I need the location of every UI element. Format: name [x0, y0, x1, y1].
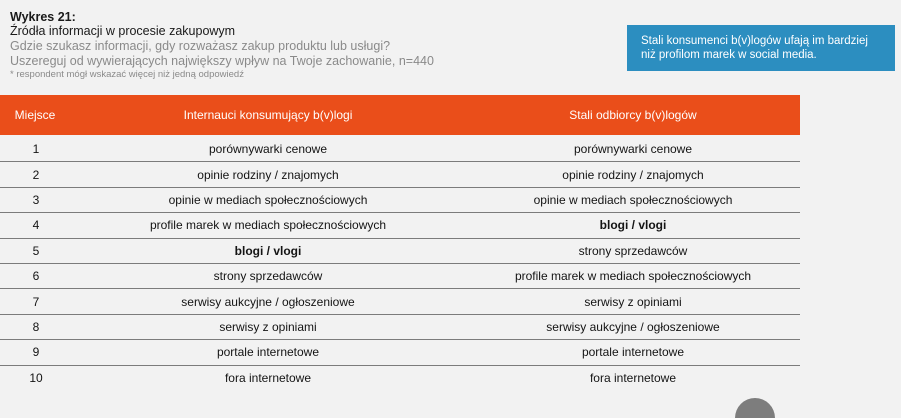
chart-header	[10, 10, 610, 80]
internauts-cell: fora internetowe	[224, 371, 312, 386]
table-row	[0, 340, 800, 365]
regular-readers-cell: profile marek w mediach społecznościowych	[514, 269, 752, 284]
table-header	[0, 95, 800, 135]
regular-readers-cell: serwisy z opiniami	[584, 294, 682, 309]
internauts-cell: opinie w mediach społecznościowych	[168, 192, 368, 207]
column-header-internauts: Internauci konsumujący b(v)logi	[183, 108, 353, 122]
regular-readers-cell: strony sprzedawców	[578, 243, 688, 258]
internauts-cell: strony sprzedawców	[213, 269, 323, 284]
place-cell: 9	[32, 345, 40, 360]
column-header-place: Miejsce	[14, 108, 56, 122]
ranking-table	[0, 95, 800, 135]
regular-readers-cell: portale internetowe	[581, 345, 685, 360]
table-row	[0, 239, 800, 264]
place-cell: 1	[32, 142, 40, 157]
internauts-cell: serwisy z opiniami	[219, 319, 317, 334]
internauts-cell: porównywarki cenowe	[208, 142, 328, 157]
table-row	[0, 137, 800, 162]
regular-readers-cell: porównywarki cenowe	[573, 142, 693, 157]
table-row	[0, 315, 800, 340]
place-cell: 7	[32, 294, 40, 309]
regular-readers-cell: opinie rodziny / znajomych	[562, 167, 704, 182]
footnote: * respondent mógł wskazać więcej niż jedną odpowiedź	[10, 69, 244, 80]
place-cell: 6	[32, 269, 40, 284]
callout-box	[627, 25, 895, 71]
survey-instruction: Uszereguj od wywierających największy wpływ na Twoje zachowanie, n=440	[10, 54, 434, 68]
table-row	[0, 264, 800, 289]
callout-line-2: niż profilom marek w social media.	[641, 49, 817, 61]
regular-readers-cell: fora internetowe	[589, 371, 677, 386]
table-row	[0, 289, 800, 314]
internauts-cell: profile marek w mediach społecznościowych	[149, 218, 387, 233]
internauts-cell: blogi / vlogi	[234, 243, 302, 258]
internauts-cell: serwisy aukcyjne / ogłoszeniowe	[181, 294, 355, 309]
table-row	[0, 213, 800, 238]
place-cell: 10	[29, 371, 43, 386]
survey-question: Gdzie szukasz informacji, gdy rozważasz zakup produktu lub usługi?	[10, 39, 391, 53]
table-row	[0, 162, 800, 187]
internauts-cell: opinie rodziny / znajomych	[197, 167, 339, 182]
regular-readers-cell: opinie w mediach społecznościowych	[533, 192, 733, 207]
regular-readers-cell: blogi / vlogi	[599, 218, 667, 233]
table-row	[0, 188, 800, 213]
place-cell: 8	[32, 319, 40, 334]
place-cell: 4	[32, 218, 40, 233]
place-cell: 5	[32, 243, 40, 258]
column-header-regular-readers: Stali odbiorcy b(v)logów	[569, 108, 697, 122]
regular-readers-cell: serwisy aukcyjne / ogłoszeniowe	[546, 319, 720, 334]
table-body	[0, 137, 800, 391]
internauts-cell: portale internetowe	[216, 345, 320, 360]
place-cell: 2	[32, 167, 40, 182]
figure-title: Źródła informacji w procesie zakupowym	[10, 24, 236, 38]
decorative-shape	[735, 398, 775, 418]
place-cell: 3	[32, 192, 40, 207]
callout-line-1: Stali konsumenci b(v)logów ufają im bardziej	[641, 35, 868, 47]
figure-number: Wykres 21:	[10, 10, 76, 24]
table-row	[0, 366, 800, 391]
